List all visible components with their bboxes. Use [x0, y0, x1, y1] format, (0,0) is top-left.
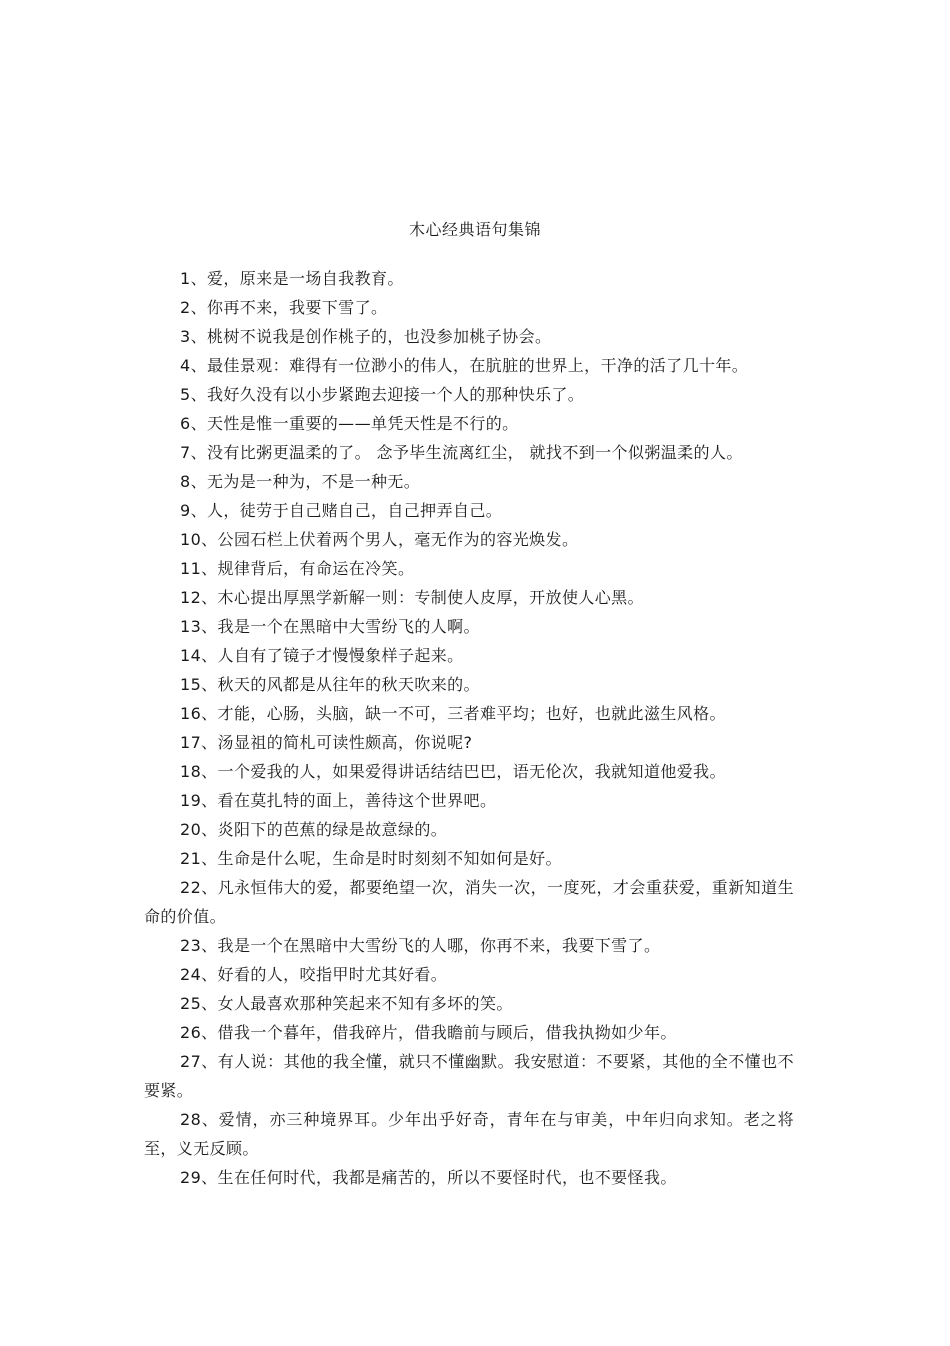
quote-item: 12、木心提出厚黑学新解一则：专制使人皮厚，开放使人心黑。 [180, 588, 644, 607]
quote-item: 5、我好久没有以小步紧跑去迎接一个人的那种快乐了。 [180, 385, 585, 404]
quote-item: 23、我是一个在黑暗中大雪纷飞的人哪，你再不来，我要下雪了。 [180, 936, 661, 955]
quote-item: 24、好看的人，咬指甲时尤其好看。 [180, 965, 448, 984]
quote-item: 3、桃树不说我是创作桃子的，也没参加桃子协会。 [180, 327, 552, 346]
quote-item: 11、规律背后，有命运在冷笑。 [180, 559, 415, 578]
quote-item: 15、秋天的风都是从往年的秋天吹来的。 [180, 675, 480, 694]
quote-item: 19、看在莫扎特的面上，善待这个世界吧。 [180, 791, 497, 810]
quote-item: 20、炎阳下的芭蕉的绿是故意绿的。 [180, 820, 448, 839]
page-title: 木心经典语句集锦 [408, 220, 541, 239]
quote-item: 21、生命是什么呢，生命是时时刻刻不知如何是好。 [180, 849, 562, 868]
quote-item: 6、天性是惟一重要的——单凭天性是不行的。 [180, 414, 519, 433]
quote-list [144, 264, 794, 1192]
quote-item: 1、爱，原来是一场自我教育。 [180, 269, 404, 288]
quote-item: 2、你再不来，我要下雪了。 [180, 298, 388, 317]
quote-item: 26、借我一个暮年，借我碎片，借我瞻前与顾后，借我执拗如少年。 [180, 1023, 677, 1042]
quote-item: 7、没有比粥更温柔的了。 念予毕生流离红尘， 就找不到一个似粥温柔的人。 [180, 443, 743, 462]
quote-item: 25、女人最喜欢那种笑起来不知有多坏的笑。 [180, 994, 513, 1013]
quote-item: 14、人自有了镜子才慢慢象样子起来。 [180, 646, 464, 665]
quote-item: 28、爱情，亦三种境界耳。少年出乎好奇，青年在与审美，中年归向求知。老之将至，义无反顾。 [144, 1110, 794, 1158]
quote-item: 27、有人说：其他的我全懂，就只不懂幽默。我安慰道：不要紧，其他的全不懂也不要紧。 [144, 1052, 794, 1100]
quote-item: 16、才能，心肠，头脑，缺一不可，三者难平均；也好，也就此滋生风格。 [180, 704, 726, 723]
quote-item: 8、无为是一种为，不是一种无。 [180, 472, 421, 491]
quote-item: 18、一个爱我的人，如果爱得讲话结结巴巴，语无伦次，我就知道他爱我。 [180, 762, 726, 781]
quote-item: 9、人，徒劳于自己赌自己，自己押弄自己。 [180, 501, 503, 520]
quote-item: 29、生在任何时代，我都是痛苦的，所以不要怪时代，也不要怪我。 [180, 1168, 677, 1187]
quote-item: 13、我是一个在黑暗中大雪纷飞的人啊。 [180, 617, 480, 636]
quote-item: 10、公园石栏上伏着两个男人，毫无作为的容光焕发。 [180, 530, 579, 549]
quote-item: 4、最佳景观：难得有一位渺小的伟人，在肮脏的世界上，干净的活了几十年。 [180, 356, 749, 375]
quote-item: 22、凡永恒伟大的爱，都要绝望一次，消失一次，一度死，才会重获爱，重新知道生命的价值。 [144, 878, 794, 926]
quote-item: 17、汤显祖的简札可读性颇高，你说呢? [180, 733, 473, 752]
